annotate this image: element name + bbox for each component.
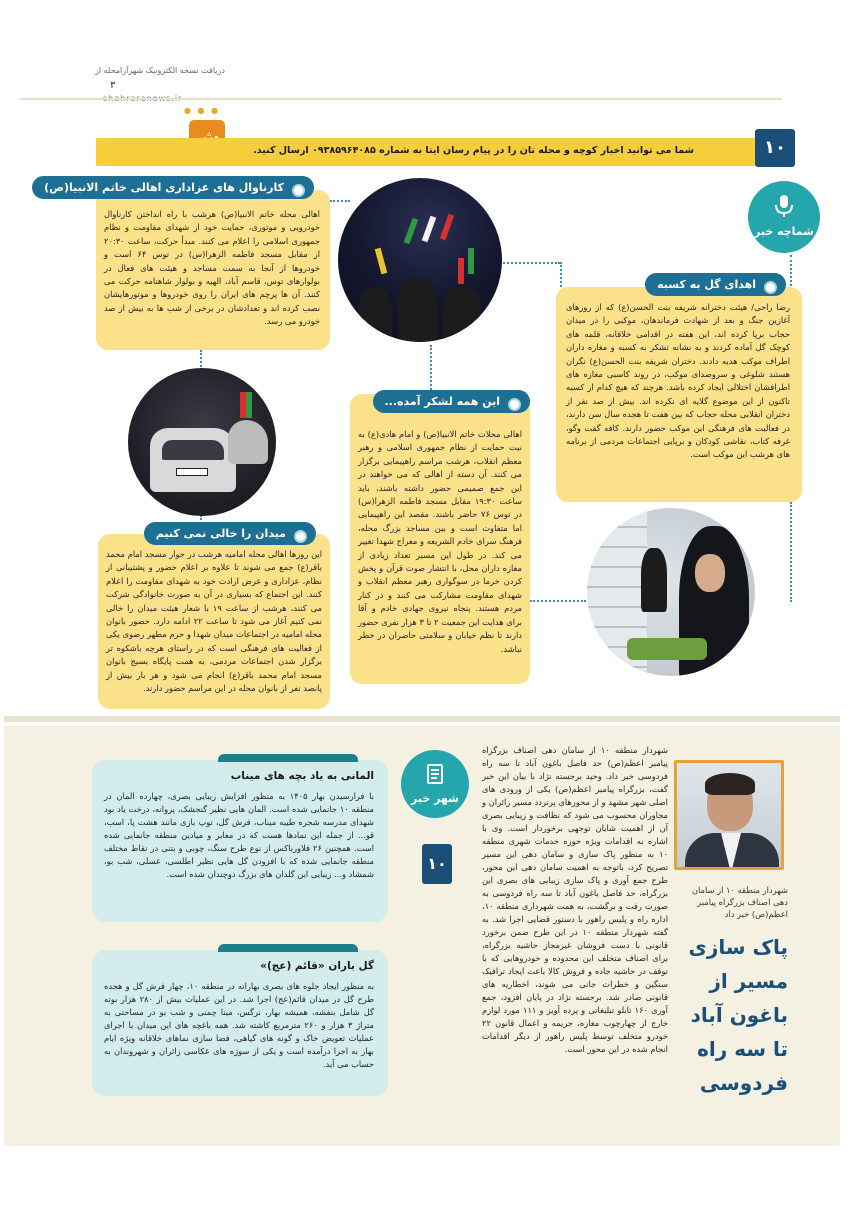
- title-tab: [218, 944, 358, 952]
- connector: [500, 262, 560, 264]
- section-label-top: شماچه خبر: [753, 225, 814, 238]
- submit-news-banner: [96, 138, 780, 166]
- microphone-icon: [748, 181, 820, 225]
- article-flower-rain: [92, 950, 388, 1096]
- flower-gift-photo: [587, 508, 755, 676]
- connector: [790, 502, 792, 602]
- section-label-bottom: شهر خبر: [410, 792, 459, 805]
- article-carnival-body: اهالی محله خاتم الانبیا(ص) هرشب با راه انداختن کارناوال خودرویی و موتوری، حمایت خود از شهدای مقاومت و نظام جمهوری اسلامی را اعلام می کنند. مبدأ حرکت، ساعت ۲۰:۳۰ از مقابل مسجد فاطمه الزهرا(س) در توس ۶۴ است و خودروها از آنجا به سمت مساجد و هیئت های فعال در بولوارهای توس، قاسم آباد، الهیه و بولوار شاهنامه حرکت می کنند. آن ها پرچم های ایران را روی خودروها و موتورهایشان نصب کرده اند و تعدادشان در برخی از شب ها به بیش از صد خودرو می رسد.: [104, 209, 321, 327]
- header-divider: [20, 98, 782, 100]
- connector: [530, 600, 586, 602]
- district-number-badge-bottom: ۱۰: [422, 844, 452, 884]
- main-article-body: شهردار منطقه ۱۰ از سامان دهی اصناف بزرگراه پیامبر اعظم(ص) حد فاصل باغون آباد تا سه راه فردوسی خبر داد. وحید برجسته نژاد با بیان این خبر گفت، بزرگراه پیامبر اعظم(ص) یکی از ورودی های اصلی شهر مشهد و از محورهای پرتردد مسیر زائران و مجاوران محسوب می شود که نظافت و زیبایی بصری آن از اهمیت شایان توجهی برخوردار است. وی با اشاره به اقدامات ویژه حوزه خدمات شهری منطقه ۱۰ به منظور پاک سازی و سامان دهی این مسیر تصریح کرد، باتوجه به اهمیت سامان دهی این محور، طرح جمع آوری و پاک سازی زیبایی های بصری این بزرگراه، حد فاصل باغون آباد تا سه راه فردوسی به صورت رفت و برگشت، به همت شهرداری منطقه ۱۰، اداره راه و پلیس راهور با دستور قضایی اجرا شد. به گفته شهردار منطقه ۱۰ در این طرح ضمن برخورد قانونی با دست فروشان غیرمجاز حاشیه بزرگراه، برای اصناف متخلف این محدوده و خودروهایی که با توقف در حاشیه جاده و فروش کالا باعث ایجاد ترافیک سنگین و خطرات جانی می شوند، اخطاریه های قانونی صادر شد. برجسته نژاد در پایان افزود، جمع آوری ۱۶۰ تابلو تبلیغاتی و پرده آویز و ۱۱۱ مورد لوازم خارج از چهارچوب مغازه، جریمه و اعمال قانون ۲۲ خودرو متخلف توسط پلیس راهور از دیگر اقدامات انجام شده در این محور است.: [482, 745, 668, 1054]
- article-army-body: اهالی محلات خاتم الانبیا(ص) و امام هادی(ع) به نیت حمایت از نظام جمهوری اسلامی و رهبر معظم انقلاب، هرشب مراسم راهپیمایی برگزار می کنند. آن دسته از اهالی که می خواهند در این جمع صمیمی حضور داشته باشند، باید ساعت ۱۹:۳۰ مقابل مسجد فاطمه الزهرا(س) در توس ۷۶ حاضر باشند. مقصد این راهپیمایی اما متفاوت است و بین مساجد بزرگ محله، فرهنگ سرای خادم الشریعه و معراج شهدا تغییر می کند. در طول این مسیر تعداد زیادی از مغازه داران محل، با انتشار صوت قرآن و پخش کردن خرما در سوگواری رهبر معظم انقلاب و شهدای مقاومت مشارکت می کنند و در کنار مردم هستند. پنجاه نیروی جهادی خادم و آقا برای هدایت این جمعیت ۲ تا ۳ هزار نفری حضور دارند تا نظم خیابان و سلامتی حاضران در خطر نباشد.: [358, 429, 523, 654]
- connector: [430, 345, 432, 393]
- connector: [200, 350, 202, 370]
- article-flower-rain-title: گل باران «قائم (عج)»: [260, 960, 374, 972]
- article-germany-body: با فرارسیدن بهار ۱۴۰۵ به منظور افزایش زیبایی بصری، چهارده المان در منطقه ۱۰ جانمایی شده است. المان هایی نظیر گنجشک، پروانه، درخت یاد بود شهدای مدرسه شجره طیبه میناب، فرش گل، توپ بازی مانند هشت پا، اسب، قو... از جمله این نمادها هست که در معابر و میادین منطقه جانمایی شده است. همچنین ۲۶ فلاورباکس از نوع طرح سنگ، چوبی و بتنی در نقاط مختلف منطقه جانمایی شده که با افزودن گل هایی نظیر اطلسی، عسلی، شب بو، شمشاد و... زیبایی این گلدان های بزرگ دوچندان شده است.: [104, 791, 374, 879]
- section-badge-bottom: [401, 750, 469, 818]
- main-headline: پاک سازی مسیر از باغون آباد تا سه راه فردوسی: [688, 935, 788, 1095]
- section-divider: [4, 716, 840, 722]
- district-number-badge: ۱۰: [755, 129, 795, 167]
- article-carnival: [44, 181, 330, 350]
- article-flowers: [556, 278, 802, 502]
- section-badge-top: [748, 181, 820, 253]
- edition-text: دریافت نسخه الکترونیک شهرآرامحله از: [95, 66, 225, 75]
- page-number: ۳: [110, 80, 116, 91]
- article-flower-rain-body: به منظور ایجاد جلوه های بصری بهارانه در منطقه ۱۰، چهار فرش گل و هجده طرح گل در میدان قائم(عج) اجرا شد. در این عملیات بیش از ۲۸۰ هزار بوته گل شامل بنفشه، همیشه بهار، نرگس، مینا چمنی و شب بو در مساحتی به متراژ ۳ هزار و ۲۶۰ مترمربع کاشته شد. همه باغچه های این میدان با اجرای عملیات تعویض خاک و گونه های گیاهی، فضا سازی نماهای خلاقانه ویژه ایام بهار به اجرا درآمده است و یکی از سوژه های عکاسی زائران و شهروندان به حساب می آید.: [104, 981, 375, 1069]
- night-rally-photo: [338, 178, 502, 342]
- article-germany-title: المانی به یاد بچه های میناب: [230, 770, 374, 782]
- article-carnival-title: کارناوال های عزاداری اهالی خاتم الانبیا(ص): [32, 176, 314, 199]
- article-square: [98, 527, 330, 709]
- article-army-title: این همه لشکر آمده...: [373, 390, 531, 413]
- portrait-caption: شهردار منطقه ۱۰ از سامان دهی اصناف بزرگراه پیامبر اعظم(ص) خبر داد: [691, 885, 788, 919]
- connector: [790, 255, 792, 290]
- article-germany: [92, 760, 388, 922]
- article-flowers-body: رضا راحی/ هیئت دخترانه شریفه بنت الحسن(ع) که از روزهای آغازین جنگ و بعد از شهادت فرماندهان، موکبی را در میدان حجاب برپا کرده اند، این هفته در اقدامی خلاقانه، قلمه های کوچک گل آماده کردند و به نشانه تشکر به کسبه و مغازه داران اطراف موکب هدیه دادند. دختران شریفه بنت الحسن(ع) نگران هستند شلوغی و سروصدای موکب، در روند کاسبی مغازه های اطرافشان اختلالی ایجاد کرده باشد. هرچند که هیچ کدام از کسبه تاکنون از این موضوع گلایه ای نکرده اند. بیش از صد نفر از دختران انقلابی محله حجاب که بین هفت تا هجده سال سن دارند، در فعالیت های فرهنگی این موکب حضور دارند. کافه گفت وگو، غرفه کتاب، نقاشی کودکان و برپایی اجتماعات مردمی از برنامه های هرشب این موکب است.: [566, 302, 790, 460]
- connector: [330, 200, 350, 202]
- connector: [560, 262, 562, 287]
- logo-decoration: ● ● ●: [184, 106, 221, 115]
- article-army: [350, 394, 530, 684]
- title-tab: [218, 754, 358, 762]
- article-square-title: میدان را خالی نمی کنیم: [144, 522, 316, 545]
- article-square-body: این روزها اهالی محله امامیه هرشب در جوار مسجد امام محمد باقر(ع) جمع می شوند تا علاوه بر اعلام حضور و پشتیبانی از نظام، عزاداری و عرض ارادت خود به شهدای مقاومت را اعلام کنند. این اجتماع که بسیاری در آن به صورت خانوادگی شرکت می کنند، هرشب از ساعت ۱۹ با شعار هیئت میدان را خالی نمی کنیم آغاز می شود تا ساعت ۲۲ ادامه دارد. حضور بانوان محله امامیه در اجتماعات میدان شهدا و حرم مطهر رضوی یکی از فعالیت های فرهنگی است که در راستای هرچه باشکوه تر برگزار شدن اجتماعات مردمی، به همت پایگاه بسیج بانوان مسجد امام محمد باقر(ع) انجام می شود و هر بار بیش از پانصد نفر از بانوان محله در این مراسم حضور دارند.: [106, 549, 323, 694]
- banner-text: شما می توانید اخبار کوچه و محله تان را در پیام رسان ایتا به شماره ۰۹۳۸۵۹۶۴۰۸۵ ارسال کنید.: [253, 145, 694, 156]
- article-flowers-title: اهدای گل به کسبه: [645, 273, 786, 296]
- mayor-portrait: [674, 760, 784, 870]
- newspaper-icon: [401, 750, 469, 792]
- car-parade-photo: [128, 368, 276, 516]
